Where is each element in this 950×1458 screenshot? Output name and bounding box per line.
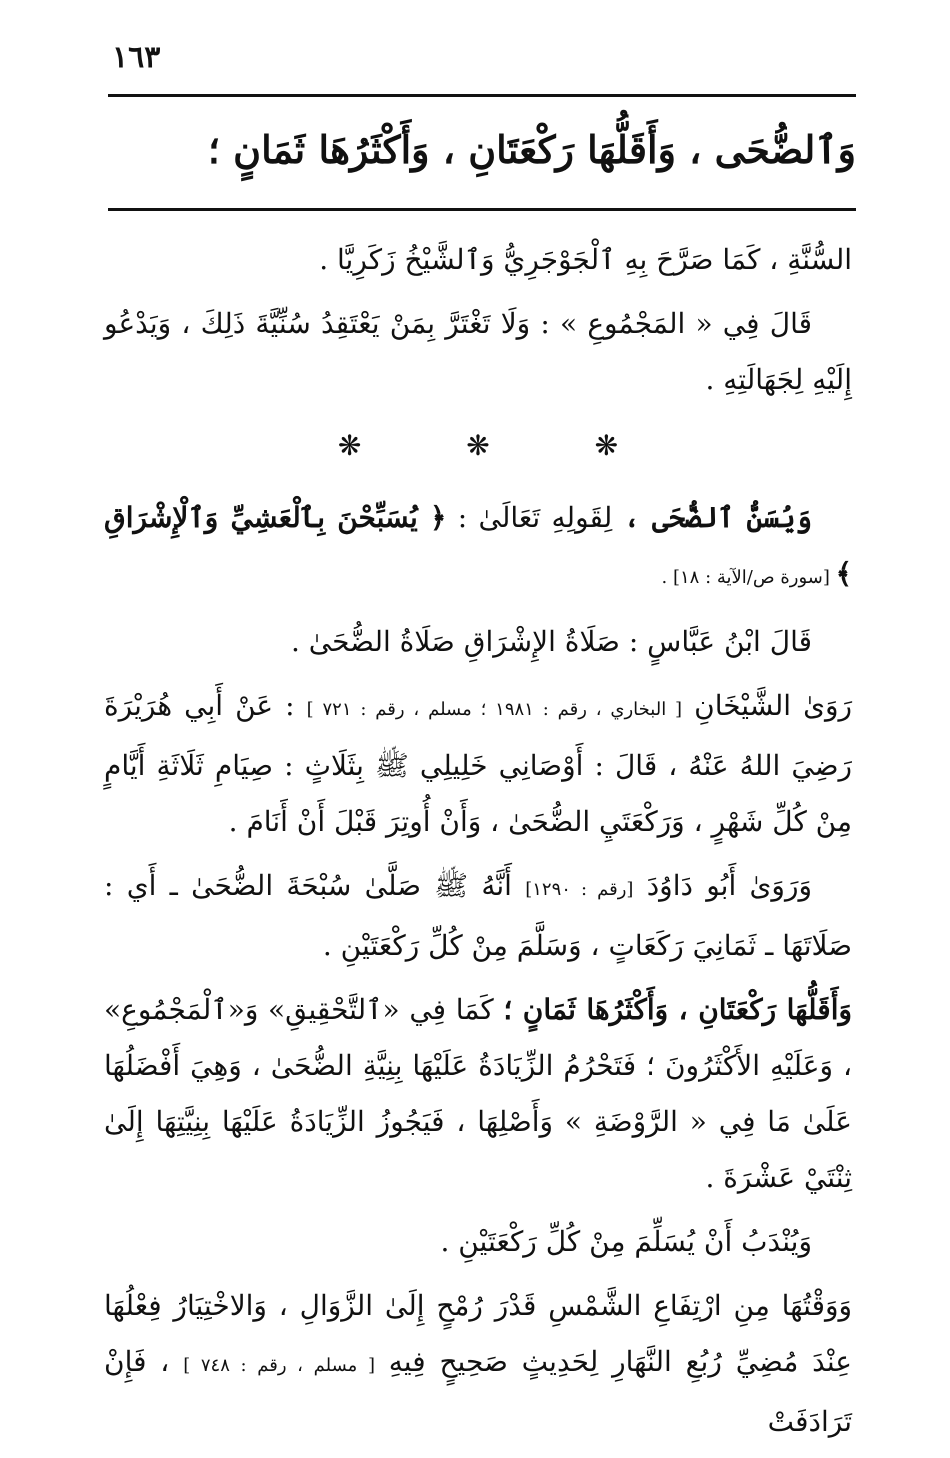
paragraph-ibn-abbas: قَالَ ابْنُ عَبَّاسٍ : صَلَاةُ الإِشْرَاقِ صَلَاةُ الضُّحَىٰ . [290,625,812,658]
paragraph-text: أَنَّهُ ﷺ صَلَّىٰ سُبْحَةَ الضُّحَىٰ ـ أَي : صَلَاتَهَا ـ ثَمَانِيَ رَكَعَاتٍ ، وَسَلَّمَ مِنْ كُلِّ رَكْعَتَيْنِ . [104,869,852,962]
paragraph-time [104,1278,852,1450]
paragraph-text: وَرَوَىٰ أَبُو دَاوُدَ [633,869,812,902]
paragraph-taslim: وَيُنْدَبُ أَنْ يُسَلِّمَ مِنْ كُلِّ رَكْعَتَيْنِ . [440,1225,812,1258]
star-ornament-icon: ❋ [594,429,619,462]
hadith-reference: [ البخاري ، رقم : ١٩٨١ ؛ مسلم ، رقم : ٧٢١ ] [306,699,683,720]
star-ornament-icon: ❋ [466,429,490,462]
matn-lead: وَيُسَنُّ ٱلضُّحَى ، [623,501,812,534]
star-ornament-icon: ❋ [337,429,362,462]
paragraph-text: كَمَا فِي «ٱلتَّحْقِيقِ» وَ«ٱلْمَجْمُوعِ» ، وَعَلَيْهِ الأَكْثَرُونَ ؛ فَتَحْرُمُ الزِّيَادَةُ عَلَيْهَا بِنِيَّةِ الضُّحَىٰ ، وَهِيَ أَفْضَلُهَا عَلَىٰ مَا فِي « الرَّوْضَةِ » وَأَصْلِهَا ، فَيَجُوزُ الزِّيَادَةُ عَلَيْهَا بِنِيَّتِهَا إِلَىٰ ثِنْتَيْ عَشْرَةَ . [104,993,852,1194]
paragraph-text: رَوَىٰ الشَّيْخَانِ [682,689,853,722]
paragraph-duha-verse [104,490,852,606]
section-divider-stars [104,418,852,474]
paragraph-rakat-count [104,982,852,1206]
commentary-body [104,232,852,1458]
paragraph-abu-dawud [104,858,852,974]
paragraph-text: ، فَإِنْ تَرَادَفَتْ [104,1345,852,1438]
hadith-reference: [رقم : ١٢٩٠] [525,879,634,900]
paragraph-text: : عَنْ أَبِي هُرَيْرَةَ رَضِيَ اللهُ عَنْهُ ، قَالَ : أَوْصَانِي خَلِيلِي ﷺ بِثَلَاثٍ : صِيَامِ ثَلَاثَةِ أَيَّامٍ مِنْ كُلِّ شَهْرٍ ، وَرَكْعَتَيِ الضُّحَىٰ ، وَأَنْ أُوتِرَ قَبْلَ أَنْ أَنَامَ . [104,689,852,838]
paragraph-text: لِقَولِهِ تَعَالَىٰ : [446,501,624,534]
paragraph-shaykhan [104,678,852,850]
paragraph-majmu: قَالَ فِي « المَجْمُوعِ » : وَلَا تَغْتَرَّ بِمَنْ يَعْتَقِدُ سُنِّيَّةَ ذَلِكَ ، وَيَدْعُو إِلَيْهِ لِجَهَالَتِهِ . [104,307,852,396]
matn-text: وَٱلضُّحَى ، وَأَقَلُّهَا رَكْعَتَانِ ، وَأَكْثَرُهَا ثَمَانٍ ؛ [207,127,856,172]
hadith-reference: [ مسلم ، رقم : ٧٤٨ ] [183,1355,375,1376]
matn-lead: وَأَقَلُّهَا رَكْعَتَانِ ، وَأَكْثَرُهَا ثَمَانٍ ؛ [503,993,852,1026]
paragraph-sunnah: السُّنَّةِ ، كَمَا صَرَّحَ بِهِ ٱلْجَوْجَرِيُّ وَٱلشَّيْخُ زَكَرِيَّا . [319,243,852,276]
separator-rule [108,208,856,211]
page-number: ١٦٣ [112,40,161,75]
verse-reference: [سورة ص/الآية : ١٨] . [661,567,836,588]
top-rule [108,94,856,97]
paragraph-text: وَوَقْتُهَا مِنِ ارْتِفَاعِ الشَّمْسِ قَدْرَ رُمْحٍ إِلَىٰ الزَّوَالِ ، وَالاخْتِيَارُ فِعْلُهَا عِنْدَ مُضِيِّ رُبُعِ النَّهَارِ لِحَدِيثٍ صَحِيحٍ فِيهِ [104,1289,852,1378]
quran-quote: ﴿ يُسَبِّحْنَ بِٱلْعَشِيِّ وَٱلْإِشْرَاقِ ﴾ [104,501,852,590]
